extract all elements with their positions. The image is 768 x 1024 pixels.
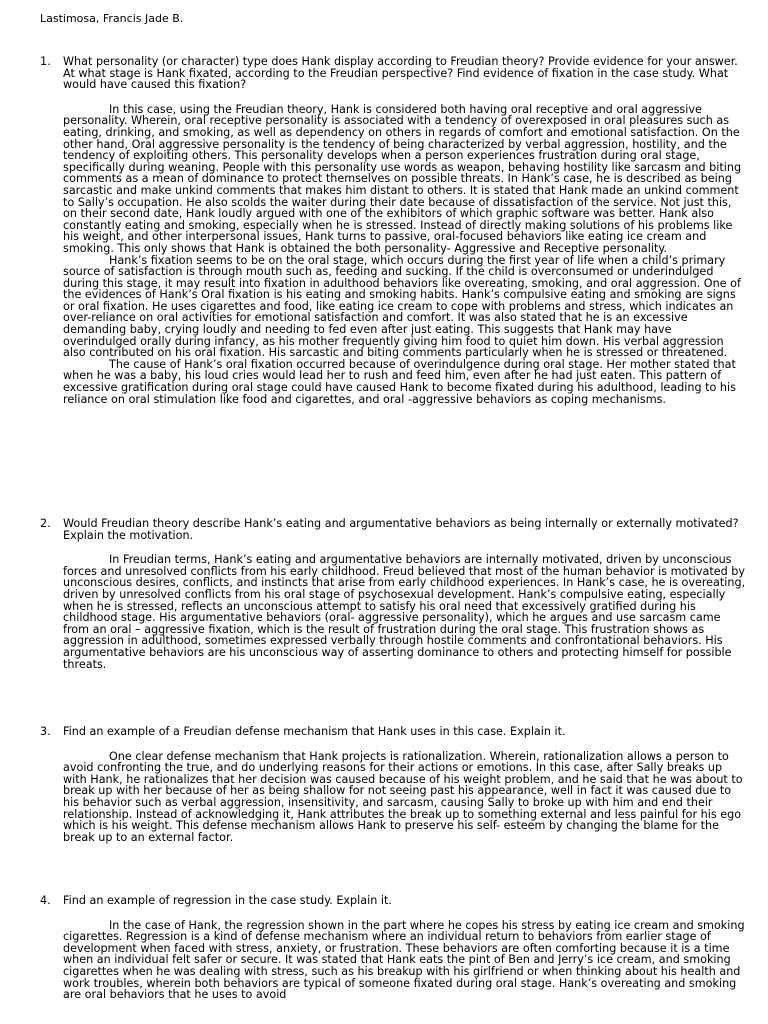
answer-paragraph: One clear defense mechanism that Hank projects is rationalization. Wherein, rationalization allows a person to avoid confronting the true, and do underlying reasons for their actions or emotions. In this case, after Sally breaks up with Hank, he rationalizes that her decision was caused because of his weight problem, and he said that he was about to break up with her because of her as being shallow for not seeing past his appearance, well in fact it was caused due to his behavior such as verbal aggression, insensitivity, and sarcasm, causing Sally to broke up with him and end their relationship. Instead of acknowledging it, Hank attributes the break up to something external and less painful for his ego which is his weight. This defense mechanism allows Hank to preserve his self- esteem by changing the blame for the break up to an external factor. bbox=[63, 749, 743, 844]
answer bbox=[63, 920, 748, 1001]
question-4 bbox=[40, 895, 748, 1001]
answer-paragraph: In Freudian terms, Hank’s eating and argumentative behaviors are internally motivated, driven by unconscious forces and unresolved conflicts from his early childhood. Freud believed that most of the human behavior is motivated by unconscious desires, conflicts, and instincts that arise from early childhood experiences. In Hank’s case, he is overeating, driven by unresolved conflicts from his oral stage of psychosexual development. Hank’s compulsive eating, especially when he is stressed, reflects an unconscious attempt to satisfy his oral need that excessively gratified during his childhood stage. His argumentative behaviors (oral- aggressive personality), which he argues and use sarcasm came from an oral – aggressive fixation, which is the result of frustration during the oral stage. This frustration shows as aggression in adulthood, sometimes expressed verbally through hostile comments and confrontational behaviors. His argumentative behaviors are his unconscious way of asserting dominance to others and protecting himself for possible threats. bbox=[63, 553, 746, 671]
answer-paragraph: The cause of Hank’s oral fixation occurred because of overindulgence during oral stage. Her mother stated that when he was a baby, his loud cries would lead her to rush and feed him, even after he had just eaten. This pattern of excessive gratification during oral stage could have caused Hank to become fixated during his adulthood, leading to his reliance on oral stimulation like food and cigarettes, and oral -aggressive behaviors as coping mechanisms. bbox=[63, 357, 736, 406]
question-text: What personality (or character) type does Hank display according to Freudian theory? Provide evidence for your answer. At what stage is Hank fixated, according to the Freudian perspective? Find evidence of fixation in the case study. What would have caused this fixation? bbox=[63, 55, 738, 92]
question-text: Find an example of regression in the case study. Explain it. bbox=[63, 894, 392, 907]
answer bbox=[63, 751, 748, 844]
question-text: Find an example of a Freudian defense mechanism that Hank uses in this case. Explain it. bbox=[63, 725, 566, 738]
question-number: 4. bbox=[40, 894, 51, 907]
question-number: 1. bbox=[40, 55, 51, 68]
answer-paragraph: Hank’s fixation seems to be on the oral stage, which occurs during the first year of life when a child’s primary source of satisfaction is through mouth such as, feeding and sucking. If the child is overconsumed or underindulged during this stage, it may result into fixation in adulthood behaviors like overeating, smoking, and oral aggression. One of the evidences of Hank’s Oral fixation is his eating and smoking habits. Hank’s compulsive eating and smoking are signs or oral fixation. He uses cigarettes and food, like eating ice cream to cope with problems and stress, which indicates an over-reliance on oral activities for emotional satisfaction and comfort. It was also stated that he is an excessive demanding baby, crying loudly and needing to fed even after just eating. This suggests that Hank may have overindulged orally during infancy, as his mother frequently giving him food to quiet him down. His verbal aggression also contributed on his oral fixation. His sarcastic and biting comments particularly when he is stressed or threatened. bbox=[63, 253, 741, 360]
author-name: Lastimosa, Francis Jade B. bbox=[40, 12, 184, 25]
question-number: 3. bbox=[40, 725, 51, 738]
answer bbox=[63, 554, 748, 670]
answer bbox=[63, 104, 748, 405]
question-text: Would Freudian theory describe Hank’s eating and argumentative behaviors as being internally or externally motivated? Explain the motivation. bbox=[63, 517, 739, 542]
answer-paragraph: In the case of Hank, the regression shown in the part where he copes his stress by eating ice cream and smoking cigarettes. Regression is a kind of defense mechanism where an individual return to behaviors from earlier stage of development when faced with stress, anxiety, or frustration. These behaviors are often comforting because it is a time when an individual felt safer or secure. It was stated that Hank eats the pint of Ben and Jerry’s ice cream, and smoking cigarettes when he was dealing with stress, such as his breakup with his girlfriend or when thinking about his health and work troubles, wherein both behaviors are typical of someone fixated during oral stage. Hank’s overeating and smoking are oral behaviors that he uses to avoid bbox=[63, 918, 745, 1002]
question-2 bbox=[40, 518, 748, 670]
question-1 bbox=[40, 56, 748, 405]
question-3 bbox=[40, 726, 748, 843]
question-number: 2. bbox=[40, 517, 51, 530]
answer-paragraph: In this case, using the Freudian theory, Hank is considered both having oral receptive and oral aggressive personality. Wherein, oral receptive personality is associated with a tendency of overexposed in oral pleasures such as eating, drinking, and smoking, as well as dependency on others in regards of comfort and emotional satisfaction. On the other hand, Oral aggressive personality is the tendency of being characterized by verbal aggression, hostility, and the tendency of exploiting others. This personality develops when a person experiences frustration during oral stage, specifically during weaning. People with this personality use words as weapon, behaving hostility like sarcasm and biting comments as a mean of dominance to protect themselves on possible threats. In Hank’s case, he is described as being sarcastic and make unkind comments that makes him distant to others. It is stated that Hank made an unkind comment to Sally’s occupation. He also scolds the waiter during their date because of dissatisfaction of the service. Not just this, on their second date, Hank loudly argued with one of the exhibitors of which graphic software was better. Hank also constantly eating and smoking, especially when he is stressed. Instead of directly making solutions of his problems like his weight, and other interpersonal issues, Hank turns to passive, oral-focused behaviors like eating ice cream and smoking. This only shows that Hank is obtained the both personality- Aggressive and Receptive personality. bbox=[63, 102, 742, 255]
